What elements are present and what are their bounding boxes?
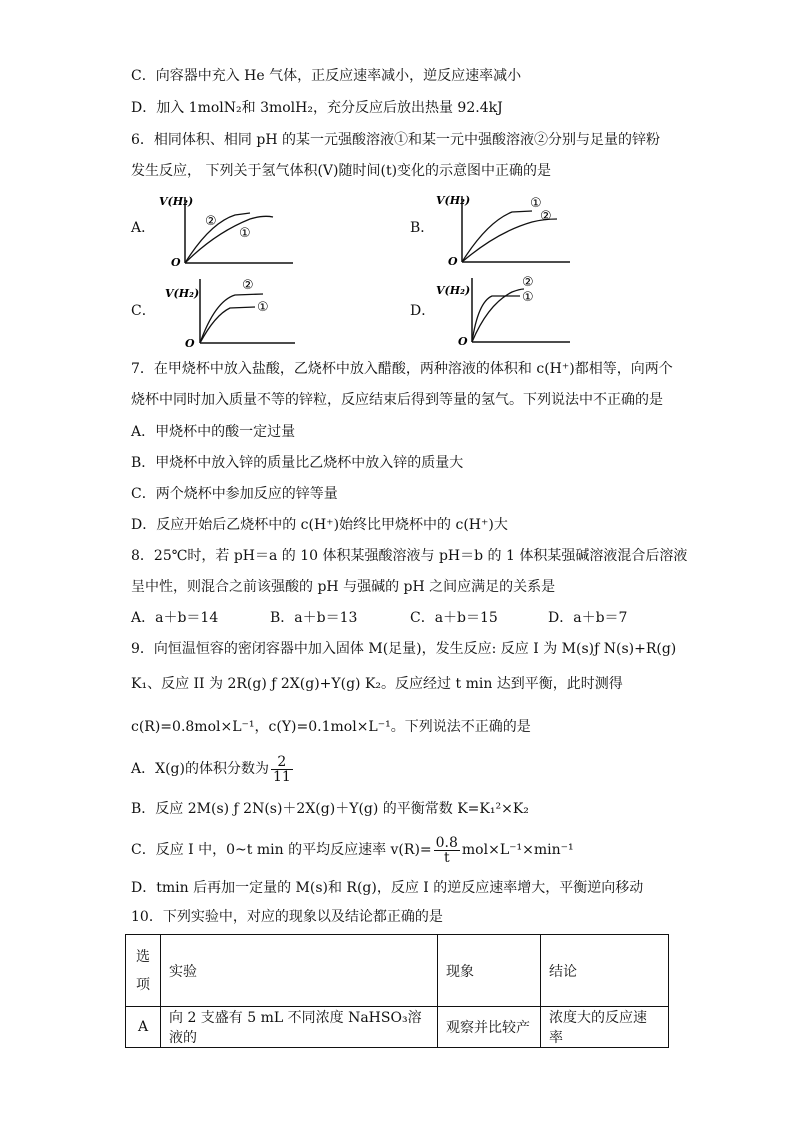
q6-d-label-1: ① <box>522 290 534 305</box>
q5-option-c: C．向容器中充入 He 气体，正反应速率减小，逆反应速率减小 <box>131 68 522 84</box>
q9-option-a-fraction <box>271 755 293 784</box>
q10-header-phenomenon: 现象 <box>438 935 541 1007</box>
q6-a-origin: O <box>171 256 181 269</box>
q9-option-b: B．反应 2M(s) ƒ 2N(s)＋2X(g)＋Y(g) 的平衡常数 K=K₁²×K₂ <box>131 801 529 817</box>
q9-stem-line2: K₁、反应 II 为 2R(g) ƒ 2X(g)+Y(g) K₂。反应经过 t min 达到平衡，此时测得 <box>131 676 623 692</box>
q7-option-b: B．甲烧杯中放入锌的质量比乙烧杯中放入锌的质量大 <box>131 455 464 471</box>
q6-stem-line2: 发生反应， 下列关于氢气体积(V)随时间(t)变化的示意图中正确的是 <box>131 163 552 179</box>
q6-stem-line1: 6．相同体积、相同 pH 的某一元强酸溶液①和某一元中强酸溶液②分别与足量的锌粉 <box>131 132 660 148</box>
q9-option-d: D．tmin 后再加一定量的 M(s)和 R(g)，反应 I 的逆反应速率增大，平衡逆向移动 <box>131 880 644 896</box>
q6-d-label-2: ② <box>522 275 534 290</box>
q9-option-c-text: C．反应 I 中，0~t min 的平均反应速率 v(R)= <box>131 842 432 858</box>
table-row <box>126 1007 669 1048</box>
q9-option-c-fraction <box>434 836 460 865</box>
q6-c-label-2: ② <box>242 278 254 293</box>
q8-option-b: B．a＋b＝13 <box>270 610 358 626</box>
q6-c-origin: O <box>185 337 195 350</box>
q6-a-label-2: ② <box>205 214 217 229</box>
q10-header-option: 选 项 <box>126 935 161 1007</box>
q6-c-label-1: ① <box>257 300 269 315</box>
q10-stem: 10．下列实验中，对应的现象以及结论都正确的是 <box>131 909 443 925</box>
q6-option-d-label: D． <box>410 303 436 319</box>
q6-option-c-label: C． <box>131 303 156 319</box>
q6-d-origin: O <box>458 335 468 348</box>
q9-option-a-text: A．X(g)的体积分数为 <box>131 761 269 777</box>
q6-d-ylabel: V(H₂) <box>436 284 471 297</box>
q9-a-numerator: 2 <box>271 755 293 770</box>
q9-c-denominator: t <box>443 849 450 866</box>
q6-b-label-2: ② <box>540 209 552 224</box>
q6-c-curve-1 <box>200 307 255 343</box>
q6-c-curve-2 <box>200 294 263 343</box>
q6-b-curve-2 <box>462 219 557 262</box>
q7-option-c: C．两个烧杯中参加反应的锌等量 <box>131 486 338 502</box>
q6-c-ylabel: V(H₂) <box>165 287 200 300</box>
q6-graph-c <box>155 275 300 350</box>
q6-b-origin: O <box>448 255 458 268</box>
q6-a-curve-1 <box>185 216 273 263</box>
q10-cell-experiment: 向 2 支盛有 5 mL 不同浓度 NaHSO₃溶液的 <box>161 1007 438 1048</box>
q6-a-label-1: ① <box>239 226 251 241</box>
q10-table-header-row <box>126 935 669 1007</box>
q8-option-a: A．a＋b＝14 <box>131 610 219 626</box>
q8-stem-line2: 呈中性，则混合之前该强酸的 pH 与强碱的 pH 之间应满足的关系是 <box>131 579 556 595</box>
q10-header-conclusion: 结论 <box>541 935 669 1007</box>
q10-cell-option: A <box>126 1007 161 1048</box>
q6-option-b-label: B． <box>410 220 435 236</box>
q8-stem-line1: 8．25℃时，若 pH＝a 的 10 体积某强酸溶液与 pH＝b 的 1 体积某强碱溶液混合后溶液 <box>131 548 688 564</box>
q10-cell-conclusion: 浓度大的反应速率 <box>541 1007 669 1048</box>
q6-graph-a <box>155 193 300 268</box>
q5-option-d: D．加入 1molN₂和 3molH₂，充分反应后放出热量 92.4kJ <box>131 100 503 116</box>
q6-d-curve-2 <box>472 289 524 342</box>
q10-header-experiment: 实验 <box>161 935 438 1007</box>
q6-a-ylabel: V(H₂) <box>159 195 194 208</box>
q7-option-d: D．反应开始后乙烧杯中的 c(H⁺)始终比甲烧杯中的 c(H⁺)大 <box>131 517 508 533</box>
q9-option-a <box>131 752 295 786</box>
q9-a-denominator: 11 <box>272 768 291 785</box>
q7-stem-line1: 7．在甲烧杯中放入盐酸，乙烧杯中放入醋酸，两种溶液的体积和 c(H⁺)都相等，向两个 <box>131 361 673 377</box>
q8-option-d: D．a＋b＝7 <box>548 610 628 626</box>
q7-stem-line2: 烧杯中同时加入质量不等的锌粒，反应结束后得到等量的氢气。下列说法中不正确的是 <box>131 392 663 408</box>
q9-option-c <box>131 833 574 867</box>
q6-b-label-1: ① <box>530 196 542 211</box>
q9-c-numerator: 0.8 <box>435 834 458 851</box>
q9-option-c-unit: mol×L⁻¹×min⁻¹ <box>461 842 574 858</box>
q9-stem-line3: c(R)=0.8mol×L⁻¹，c(Y)=0.1mol×L⁻¹。下列说法不正确的是 <box>131 719 531 735</box>
q8-option-c: C．a＋b＝15 <box>410 610 498 626</box>
q7-option-a: A．甲烧杯中的酸一定过量 <box>131 424 296 440</box>
q6-option-a-label: A． <box>131 220 156 236</box>
q6-graph-b <box>432 192 577 267</box>
q6-graph-d <box>432 272 577 347</box>
q10-cell-phenomenon: 观察并比较产 <box>438 1007 541 1048</box>
q9-stem-line1: 9．向恒温恒容的密闭容器中加入固体 M(足量)，发生反应: 反应 I 为 M(s)ƒ N(s)+R(g) <box>131 641 677 657</box>
q6-b-ylabel: V(H₂) <box>436 194 471 207</box>
q10-table <box>125 934 669 1048</box>
